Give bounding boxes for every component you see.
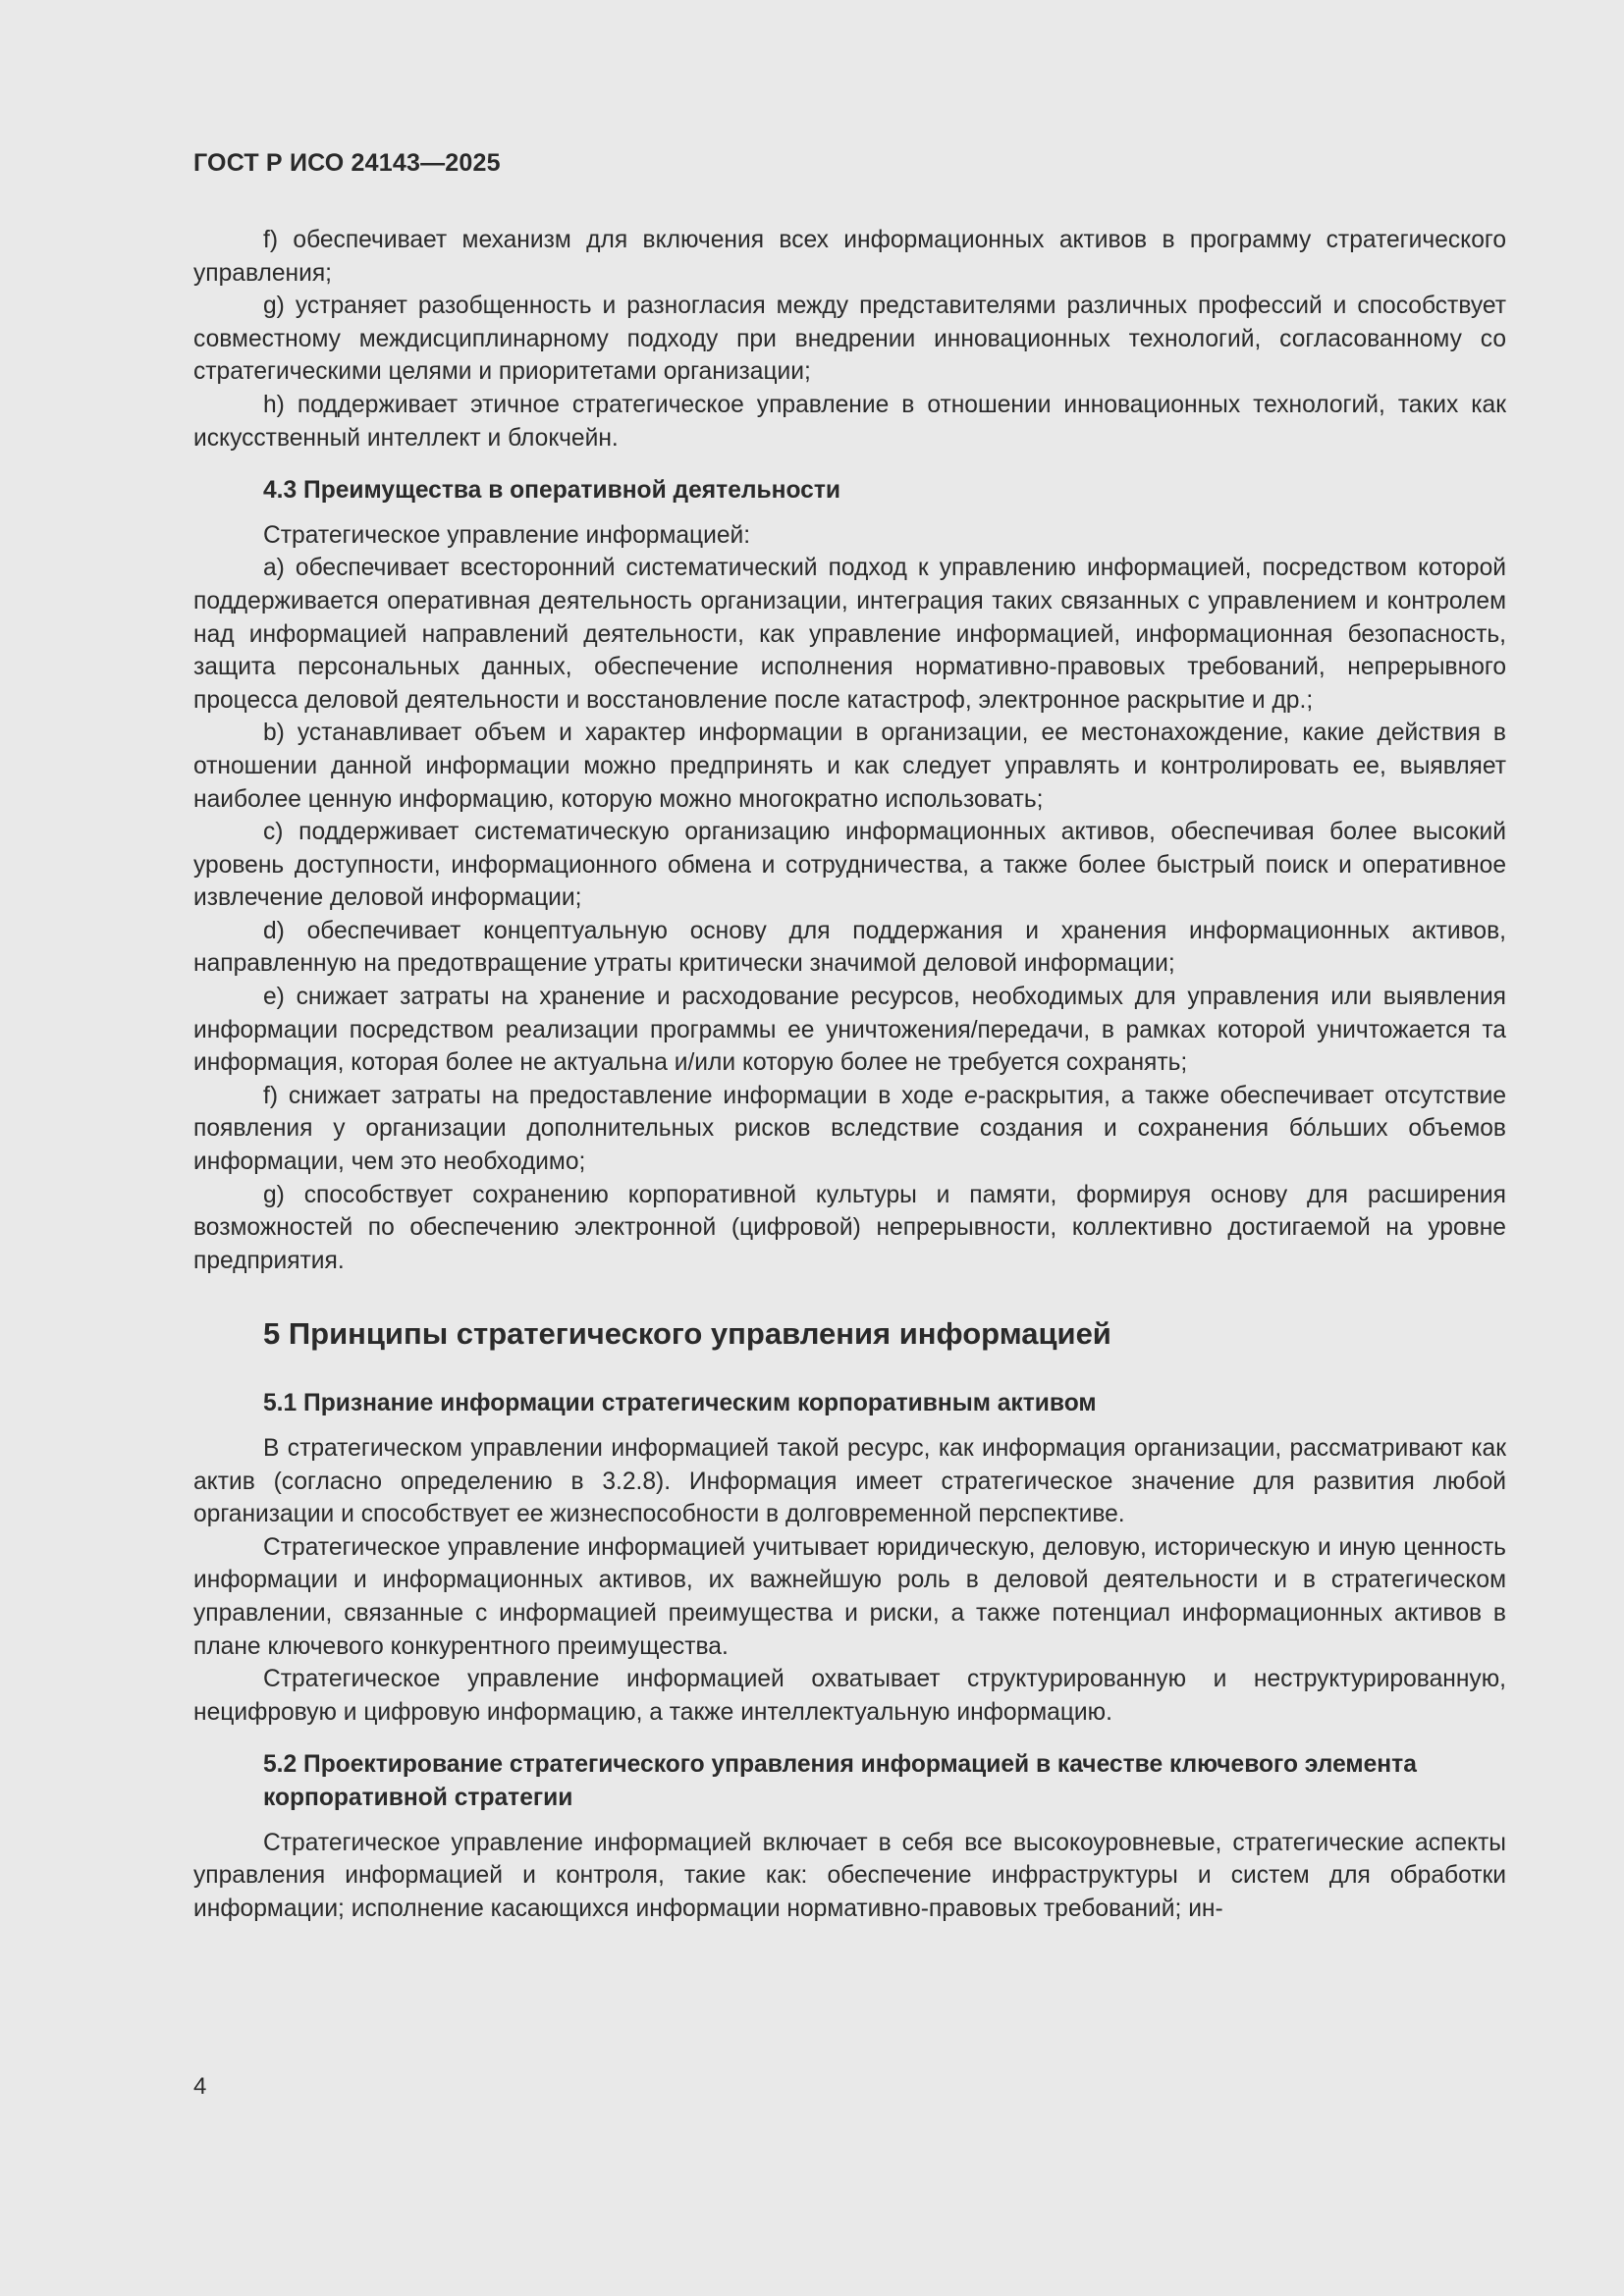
list-item-f: f) обеспечивает механизм для включения всех информационных активов в программу стратегического управления; xyxy=(193,227,1506,287)
section-4-3-heading: 4.3 Преимущества в оперативной деятельности xyxy=(263,477,841,505)
list-item-f2-post: -раскрытия, а также обеспечивает отсутствие появления у организации дополнительных рисков вследствие создания и сохранения бóльших объемов информации, чем это необходимо; xyxy=(193,1082,1506,1176)
list-item-f2-em: e xyxy=(964,1082,978,1109)
document-id: ГОСТ Р ИСО 24143—2025 xyxy=(193,149,501,177)
section-5-1-paragraph-3: Стратегическое управление информацией охватывает структурированную и неструктурированную, нецифровую и цифровую информацию, а также интеллектуальную информацию. xyxy=(193,1666,1506,1726)
section-5-2-heading: 5.2 Проектирование стратегического управления информацией в качестве ключевого элемента корпоративной стратегии xyxy=(263,1751,1417,1811)
list-item-f2-pre: f) снижает затраты на предоставление информации в ходе xyxy=(263,1082,965,1109)
list-item-e: e) снижает затраты на хранение и расходование ресурсов, необходимых для управления или выявления информации посредством реализации программы ее уничтожения/передачи, в рамках которой уничтожается та информация, которая более не актуальна и/или которую более не требуется сохранять; xyxy=(193,984,1506,1077)
section-5-1-paragraph-2: Стратегическое управление информацией учитывает юридическую, деловую, историческую и иную ценность информации и информационных активов, их важнейшую роль в деловой деятельности и в стратегическом управлении, связанные с информацией преимущества и риски, а также потенциал информационных активов в плане ключевого конкурентного преимущества. xyxy=(193,1533,1506,1660)
section-5-heading: 5 Принципы стратегического управления информацией xyxy=(263,1316,1111,1352)
page-content xyxy=(193,224,1506,1925)
list-item-d: d) обеспечивает концептуальную основу для поддержания и хранения информационных активов, направленную на предотвращение утраты критически значимой деловой информации; xyxy=(193,917,1506,978)
list-item-g2: g) способствует сохранению корпоративной культуры и памяти, формируя основу для расширения возможностей по обеспечению электронной (цифровой) непрерывности, коллективно достигаемой на уровне предприятия. xyxy=(193,1181,1506,1274)
list-item-a: a) обеспечивает всесторонний систематический подход к управлению информацией, посредством которой поддерживается оперативная деятельность организации, интеграция таких связанных с управлением и контролем над информацией направлений деятельности, как управление информацией, информационная безопасность, защита персональных данных, обеспечение исполнения нормативно-правовых требований, непрерывного процесса деловой деятельности и восстановление после катастроф, электронное раскрытие и др.; xyxy=(193,555,1506,714)
section-5-1-paragraph-1: В стратегическом управлении информацией такой ресурс, как информация организации, рассматривают как актив (согласно определению в 3.2.8). Информация имеет стратегическое значение для развития любой организации и способствует ее жизнеспособности в долговременной перспективе. xyxy=(193,1435,1506,1528)
list-item-f2 xyxy=(193,1080,1506,1179)
list-item-g: g) устраняет разобщенность и разногласия между представителями различных профессий и способствует совместному междисциплинарному подходу при внедрении инновационных технологий, согласованному со стратегическими целями и приоритетами организации; xyxy=(193,293,1506,386)
list-item-b: b) устанавливает объем и характер информации в организации, ее местонахождение, какие действия в отношении данной информации можно предпринять и как следует управлять и контролировать ее, выявляет наиболее ценную информацию, которую можно многократно использовать; xyxy=(193,720,1506,813)
section-4-3-intro: Стратегическое управление информацией: xyxy=(263,521,751,549)
section-5-1-heading: 5.1 Признание информации стратегическим корпоративным активом xyxy=(263,1390,1097,1417)
list-item-h: h) поддерживает этичное стратегическое управление в отношении инновационных технологий, таких как искусственный интеллект и блокчейн. xyxy=(193,391,1506,452)
list-item-c: c) поддерживает систематическую организацию информационных активов, обеспечивая более высокий уровень доступности, информационного обмена и сотрудничества, а также более быстрый поиск и оперативное извлечение деловой информации; xyxy=(193,819,1506,912)
page-number: 4 xyxy=(193,2073,207,2100)
section-5-2-paragraph-1: Стратегическое управление информацией включает в себя все высокоуровневые, стратегические аспекты управления информацией и контроля, такие как: обеспечение инфраструктуры и систем для обработки информации; исполнение касающихся информации нормативно-правовых требований; ин- xyxy=(193,1829,1506,1922)
